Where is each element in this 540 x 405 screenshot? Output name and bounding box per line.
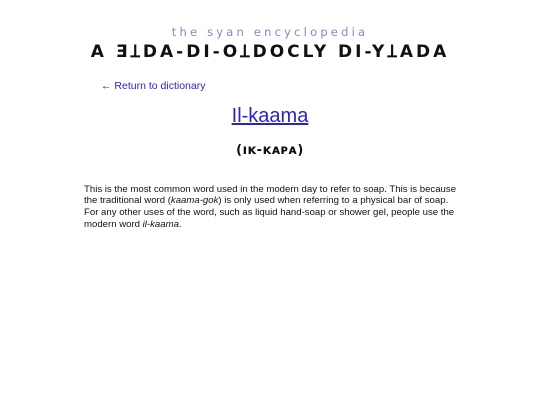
site-title: A ƎꞱDA-DI-OꞱDOCLY DI-YꞱADA [90, 42, 450, 62]
back-to-dictionary-link[interactable]: ← Return to dictionary [101, 80, 206, 92]
definition-text-part3: . [178, 218, 182, 230]
definition-text-part1: This is the most common word used in the modern day to refer to soap. This is because the traditional word ( [84, 183, 457, 207]
entry-pronunciation: (ıᴋ-ᴋᴀᴘᴀ) [236, 143, 304, 158]
site-subtitle: the syan encyclopedia [171, 25, 369, 39]
entry-title[interactable]: Il-kaama [231, 105, 309, 127]
entry-definition [84, 184, 464, 231]
definition-text-part2: ) is only used when referring to a physical bar of soap. For any other uses of the word, such as liquid hand-soap or shower gel, people use the modern word [84, 195, 455, 230]
definition-term-traditional: kaama-gok [170, 195, 219, 207]
definition-term-modern: il-kaama [142, 218, 179, 230]
